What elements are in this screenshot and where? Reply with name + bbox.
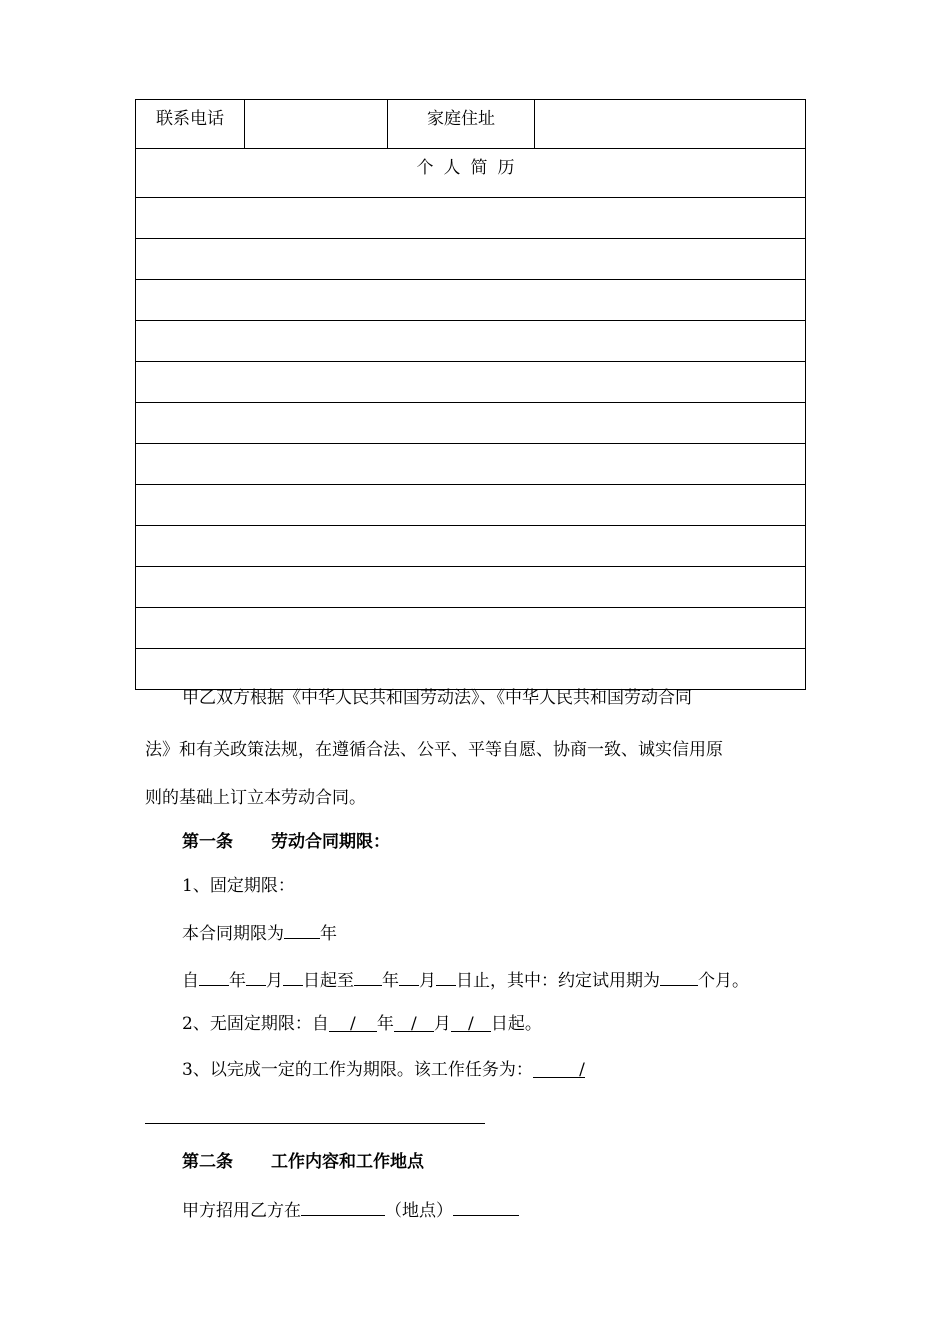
probation-unit: 个月。 (698, 971, 749, 991)
resume-line[interactable] (136, 485, 806, 526)
month-label: 月 (419, 971, 436, 991)
resume-row (136, 198, 806, 239)
day-end-label: 日止，其中：约定试用期为 (456, 971, 660, 991)
from-label: 自 (182, 971, 199, 991)
intro-line-3: 则的基础上订立本劳动合同。 (145, 788, 366, 808)
resume-line[interactable] (136, 567, 806, 608)
location-blank[interactable] (301, 1197, 385, 1216)
unfixed-prefix: 2、无固定期限：自 (182, 1014, 329, 1034)
term-years-blank[interactable] (284, 920, 320, 939)
year-label: 年 (376, 1014, 394, 1034)
resume-row (136, 485, 806, 526)
task-blank[interactable]: / (533, 1059, 585, 1078)
home-address-label: 家庭住址 (388, 100, 535, 149)
article2-heading (182, 1151, 424, 1173)
end-day-blank[interactable] (436, 967, 456, 986)
personal-info-table (135, 99, 806, 690)
end-month-blank[interactable] (399, 967, 419, 986)
contact-phone-field[interactable] (245, 100, 388, 149)
resume-line[interactable] (136, 444, 806, 485)
resume-row (136, 280, 806, 321)
task-label: 3、以完成一定的工作为期限。该工作任务为： (182, 1060, 533, 1080)
work-place-line (182, 1197, 519, 1222)
position-blank[interactable] (453, 1197, 519, 1216)
article2-number: 第二条 (182, 1152, 233, 1172)
resume-row (136, 444, 806, 485)
term-suffix: 年 (320, 924, 337, 944)
contact-row (136, 100, 806, 149)
start-year-blank[interactable] (199, 967, 229, 986)
intro-line-2: 法》和有关政策法规，在遵循合法、公平、平等自愿、协商一致、诚实信用原 (145, 740, 723, 760)
resume-title-row (136, 149, 806, 198)
intro-line-1: 甲乙双方根据《中华人民共和国劳动法》、《中华人民共和国劳动合同 (182, 688, 692, 708)
resume-row (136, 608, 806, 649)
start-day-blank[interactable] (283, 967, 303, 986)
year-label: 年 (382, 971, 399, 991)
resume-line[interactable] (136, 608, 806, 649)
resume-line[interactable] (136, 239, 806, 280)
resume-line[interactable] (136, 362, 806, 403)
unfixed-day-label: 日起。 (490, 1014, 542, 1034)
day-start-label: 日起至 (303, 971, 354, 991)
unfixed-year-blank[interactable]: / (329, 1013, 377, 1032)
resume-row (136, 403, 806, 444)
resume-row (136, 567, 806, 608)
resume-line[interactable] (136, 526, 806, 567)
resume-line[interactable] (136, 198, 806, 239)
task-continuation-line[interactable] (145, 1123, 485, 1124)
resume-row (136, 649, 806, 690)
article1-number: 第一条 (182, 832, 233, 852)
unfixed-day-blank[interactable]: / (451, 1013, 491, 1032)
article1-title: 劳动合同期限： (271, 832, 390, 852)
end-year-blank[interactable] (354, 967, 382, 986)
resume-row (136, 321, 806, 362)
term-line (182, 920, 337, 945)
article2-title: 工作内容和工作地点 (271, 1152, 424, 1172)
fixed-term-label: 1、固定期限： (182, 876, 295, 896)
month-label: 月 (266, 971, 283, 991)
resume-row (136, 239, 806, 280)
resume-title: 个人简历 (136, 149, 806, 198)
probation-months-blank[interactable] (660, 967, 698, 986)
start-month-blank[interactable] (246, 967, 266, 986)
task-term-line (182, 1059, 585, 1081)
unfixed-term-line (182, 1013, 542, 1035)
contact-phone-label: 联系电话 (136, 100, 245, 149)
resume-line[interactable] (136, 649, 806, 690)
month-label: 月 (433, 1014, 451, 1034)
resume-row (136, 362, 806, 403)
hire-prefix: 甲方招用乙方在 (182, 1201, 301, 1221)
place-label: （地点） (385, 1201, 453, 1221)
home-address-field[interactable] (535, 100, 806, 149)
resume-line[interactable] (136, 321, 806, 362)
resume-row (136, 526, 806, 567)
date-range-line (182, 967, 749, 992)
resume-line[interactable] (136, 403, 806, 444)
resume-line[interactable] (136, 280, 806, 321)
unfixed-month-blank[interactable]: / (394, 1013, 434, 1032)
article1-heading (182, 831, 390, 853)
term-prefix: 本合同期限为 (182, 924, 284, 944)
year-label: 年 (229, 971, 246, 991)
